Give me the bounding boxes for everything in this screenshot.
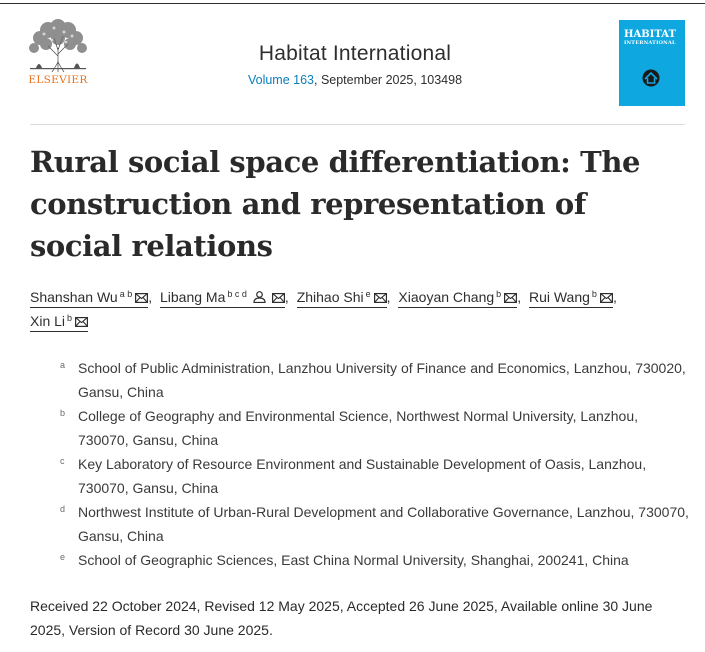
author-link[interactable] — [160, 286, 285, 308]
author-name: Xin Li — [30, 313, 66, 329]
author-link[interactable] — [529, 286, 613, 308]
issue-info: , September 2025, 103498 — [314, 73, 463, 87]
affiliation-label: c — [60, 456, 65, 466]
affiliation-list — [60, 356, 690, 572]
journal-cover[interactable] — [619, 20, 685, 106]
mail-icon[interactable] — [600, 293, 613, 303]
person-icon[interactable] — [253, 291, 266, 303]
author-separator: , — [148, 289, 153, 305]
author-affiliation-sup: b — [496, 289, 502, 299]
author-affiliation-sup: a b — [119, 289, 133, 299]
author-affiliation-sup: b — [67, 313, 73, 323]
elsevier-logo[interactable] — [26, 18, 90, 88]
journal-meta — [200, 73, 510, 87]
affiliation-item — [60, 548, 690, 572]
affiliation-label: d — [60, 504, 66, 514]
article-history-dates: Received 22 October 2024, Revised 12 May 2025, Accepted 26 June 2025, Available online 30 June 2025, Version of Record 30 June 2025. — [30, 598, 653, 638]
mail-icon[interactable] — [135, 293, 148, 303]
header-divider — [30, 124, 685, 125]
author-affiliation-sup: b c d — [227, 289, 247, 299]
author-link[interactable] — [30, 286, 148, 308]
affiliation-label: b — [60, 408, 66, 418]
author-name: Libang Ma — [160, 289, 226, 305]
affiliation-item — [60, 452, 690, 500]
affiliation-text: School of Geographic Sciences, East China Normal University, Shanghai, 200241, China — [78, 552, 629, 568]
top-rule — [0, 3, 705, 4]
mail-icon[interactable] — [75, 317, 88, 327]
author-name: Zhihao Shi — [296, 289, 364, 305]
affiliation-text: Northwest Institute of Urban-Rural Development and Collaborative Governance, Lanzhou, 730070, Gansu, China — [78, 504, 689, 544]
cover-title — [624, 30, 682, 46]
author-affiliation-sup: b — [591, 289, 597, 299]
cover-emblem-icon — [641, 68, 661, 88]
author-separator: , — [284, 289, 289, 305]
author-name: Xiaoyan Chang — [398, 289, 495, 305]
affiliation-item — [60, 404, 690, 452]
affiliation-text: College of Geography and Environmental Science, Northwest Normal University, Lanzhou, 730070, Gansu, China — [78, 408, 639, 448]
mail-icon[interactable] — [272, 293, 285, 303]
affiliation-label: a — [60, 360, 66, 370]
volume-link[interactable]: Volume 163 — [247, 73, 314, 87]
elsevier-wordmark: ELSEVIER — [28, 74, 88, 86]
article-title: Rural social space differentiation: The construction and representation of social relations — [30, 145, 641, 263]
mail-icon[interactable] — [374, 293, 387, 303]
author-link[interactable] — [30, 310, 88, 332]
author-link[interactable] — [398, 286, 517, 308]
author-list — [30, 285, 685, 333]
affiliation-label: e — [60, 552, 66, 562]
affiliation-item — [60, 356, 690, 404]
author-separator: , — [386, 289, 391, 305]
author-separator: , — [612, 289, 617, 305]
mail-icon[interactable] — [504, 293, 517, 303]
author-affiliation-sup: e — [365, 289, 371, 299]
affiliation-text: Key Laboratory of Resource Environment and Sustainable Development of Oasis, Lanzhou, 730070, Gansu, China — [78, 456, 647, 496]
cover-title-sub: INTERNATIONAL — [624, 40, 676, 46]
cover-title-main: HABITAT — [624, 29, 676, 40]
author-name: Rui Wang — [528, 289, 590, 305]
journal-title[interactable]: Habitat International — [258, 42, 452, 65]
affiliation-text: School of Public Administration, Lanzhou University of Finance and Economics, Lanzhou, 730020, Gansu, China — [78, 360, 686, 400]
author-separator: , — [517, 289, 522, 305]
tree-logo-icon — [26, 18, 90, 74]
author-name: Shanshan Wu — [30, 289, 118, 305]
affiliation-item — [60, 500, 690, 548]
author-link[interactable] — [297, 286, 387, 308]
